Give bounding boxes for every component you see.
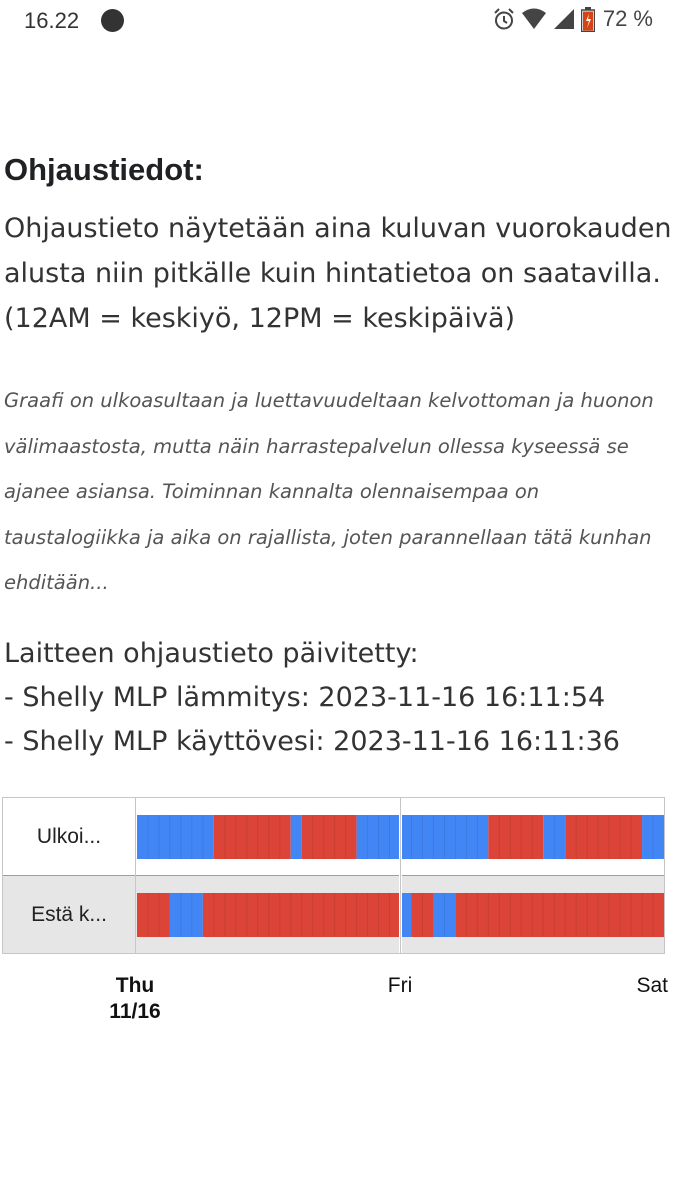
timeline-segment[interactable] [565,815,642,859]
timeline-segment[interactable] [214,815,291,859]
x-tick-thu [100,973,170,1025]
wifi-icon [521,8,547,30]
timeline-segment[interactable] [170,893,203,937]
notification-dot-icon [101,9,124,32]
timeline-segment[interactable] [455,893,664,937]
timeline-segment[interactable] [137,893,170,937]
timeline-bars [3,798,664,953]
update-heading: Laitteen ohjaustieto päivitetty: [4,638,419,669]
timeline-segment[interactable] [401,893,412,937]
alarm-icon [493,7,515,31]
status-time: 16.22 [24,8,80,33]
update-line-hot-water: - Shelly MLP käyttövesi: 2023-11-16 16:11:36 [4,726,620,757]
timeline-segment[interactable] [137,815,214,859]
row-label-outdoor[interactable]: Ulkoi... [3,798,135,875]
row-label-block[interactable]: Estä k... [3,876,135,953]
x-tick-sat: Sat [636,974,668,997]
x-tick-label: Thu [115,974,155,997]
x-tick-label: 11/16 [109,1000,161,1023]
timeline-segment[interactable] [291,815,302,859]
x-tick-fri: Fri [387,974,413,997]
status-icons [493,6,653,32]
disclaimer-text: Graafi on ulkoasultaan ja luettavuudeltaan kelvottoman ja huonon välimaastosta, mutta näin harrastepalvelun ollessa kyseessä se ajanee asiansa. Toiminnan kannalta olennaisempaa on taustalogiikka ja aika on rajallista, joten parannellaan tätä kunhan ehditään... [4,389,654,594]
timeline-segment[interactable] [488,815,543,859]
update-info [4,632,672,764]
timeline-chart [2,797,665,954]
timeline-segment[interactable] [302,815,357,859]
battery-icon [581,7,595,32]
battery-percentage: 72 % [602,6,653,31]
status-bar [0,0,675,42]
signal-icon [553,8,575,30]
intro-text: Ohjaustieto näytetään aina kuluvan vuorokauden alusta niin pitkälle kuin hintatietoa on saatavilla. (12AM = keskiyö, 12PM = keskipäivä) [4,213,672,334]
update-line-heating: - Shelly MLP lämmitys: 2023-11-16 16:11:54 [4,682,606,713]
section-title: Ohjaustiedot: [4,152,204,187]
